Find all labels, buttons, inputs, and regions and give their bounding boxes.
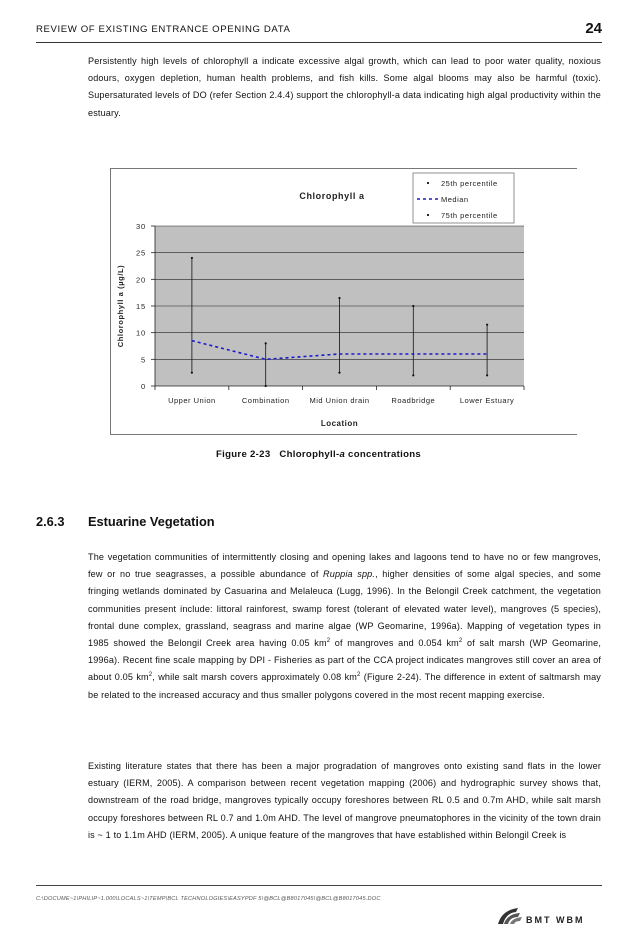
section-number: 2.6.3 [36,514,88,529]
p75-point [191,257,193,259]
section-heading [36,514,215,529]
y-tick-label: 30 [136,222,146,231]
x-tick-label: Mid Union drain [309,396,369,405]
vegetation-paragraph-1: The vegetation communities of intermittently closing and opening lakes and lagoons tend to have no or few mangroves, few or no true seagrasses, a possible abundance of Ruppia spp., higher densities of some algal species, and some fringing wetlands dominated by Casuarina and Melaleuca (Lugg, 1996). In the Belongil Creek catchment, the vegetation communities present include: littoral rainforest, swamp forest (tolerant of elevated water level), mangroves (5 species), frontal dune complex, grassland, seagrass and marine algae (WP Geomarine, 1996a). Mapping of vegetation types in 1985 showed the Belongil Creek area having 0.05 $km^2$ of mangroves and 0.054 $km^2$ of salt marsh (WP Geomarine, 1996a). Recent fine scale mapping by DPI - Fisheries as part of the CCA project indicates mangroves still cover an area of about 0.05 $km^2$, while salt marsh covers approximately 0.08 $km^2$ (Figure 2-24). The difference in extent of saltmarsh may be related to the increased accuracy and thus smaller polygons covered in the most recent mapping exercise. [88,549,601,704]
p25-point [265,385,267,387]
p75-point [486,324,488,326]
figure-label: Figure 2-23 [216,449,270,460]
chart-svg [110,168,577,435]
x-tick-label: Roadbridge [391,396,435,405]
p25-point [338,372,340,374]
x-tick-label: Upper Union [168,396,216,405]
legend-point-swatch [427,214,429,216]
vegetation-paragraph-2: Existing literature states that there has been a major progradation of mangroves onto existing sand flats in the lower estuary (IERM, 2005). A comparison between recent vegetation mapping (2006) and hydrographic survey shows that, downstream of the road bridge, mangroves typically occupy foreshores between RL 0.5 and 0.7m AHD, while salt marsh occupy foreshores between RL 0.7 and 1.0m AHD. The level of mangrove pneumatophores in the vicinity of the town drain is ~ 1 to 1.1m AHD (IERM, 2005). A unique feature of the mangroves that have established within Belongil Creek is [88,758,601,844]
y-tick-label: 15 [136,302,146,311]
legend-entry-label: 75th percentile [441,211,498,220]
chart-legend [413,173,514,223]
x-axis-label: Location [321,419,358,428]
intro-paragraph: Persistently high levels of chlorophyll a indicate excessive algal growth, which can lead to poor water quality, noxious odours, oxygen depletion, human health problems, and fish kills. Some algal blooms may also be harmful (toxic). Supersaturated levels of DO (refer Section 2.4.4) support the chlorophyll-a data indicating high algal productivity within the estuary. [88,53,601,122]
p75-point [265,342,267,344]
y-tick-label: 20 [136,275,146,284]
legend-entry-label: Median [441,195,469,204]
y-tick-label: 5 [141,355,146,364]
x-tick-label: Lower Estuary [460,396,514,405]
page-header [36,20,602,43]
x-tick-label: Combination [242,396,290,405]
chlorophyll-chart [110,168,577,435]
y-tick-label: 0 [141,382,146,391]
legend-entry-label: 25th percentile [441,179,498,188]
company-logo [496,904,606,925]
footer-rule [36,885,602,886]
p75-point [338,297,340,299]
logo-mark-icon [496,904,606,925]
p75-point [412,305,414,307]
p25-point [412,374,414,376]
page-number: 24 [585,20,602,37]
section-title: Estuarine Vegetation [88,514,215,529]
chart-title: Chlorophyll a [299,191,365,201]
y-tick-label: 25 [136,249,146,258]
footer-file-path: C:\DOCUME~1\PHILIP~1.000\LOCALS~1\TEMP\BCL TECHNOLOGIES\EASYPDF 5\@BCL@B8017045\@BCL@B8017045.DOC [36,896,381,902]
svg-text:BMT WBM: BMT WBM [526,915,585,925]
legend-point-swatch [427,182,429,184]
y-axis-label: Chlorophyll a (µg/L) [116,265,125,348]
p25-point [486,374,488,376]
figure-caption [0,449,637,460]
y-tick-label: 10 [136,329,146,338]
running-title: REVIEW OF EXISTING ENTRANCE OPENING DATA [36,24,290,35]
p25-point [191,372,193,374]
figure-text: Chlorophyll-a concentrations [279,449,421,460]
